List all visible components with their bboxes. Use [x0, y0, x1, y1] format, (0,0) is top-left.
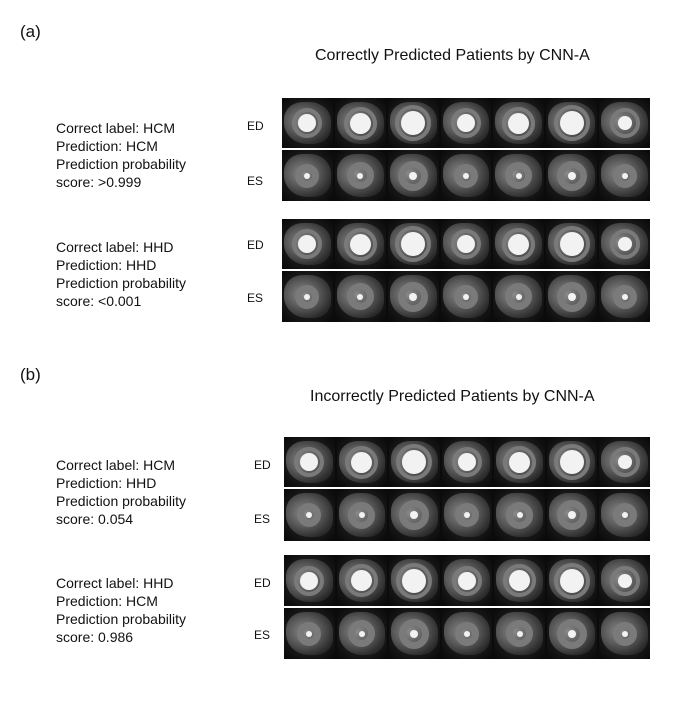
- mri-frame: [547, 437, 598, 487]
- mri-frame: [599, 608, 650, 659]
- mri-frame: [282, 271, 333, 322]
- mri-frame: [546, 150, 597, 201]
- prediction-text: Prediction: HHD: [56, 257, 157, 273]
- phase-label-ed: ED: [254, 576, 271, 590]
- prediction-text: Prediction: HCM: [56, 593, 158, 609]
- mri-frame: [441, 271, 492, 322]
- mri-frame: [337, 489, 388, 541]
- mri-frame: [441, 98, 492, 148]
- mri-frame: [599, 437, 650, 487]
- patient-info-b2: [56, 574, 186, 646]
- prediction-text: Prediction: HCM: [56, 138, 158, 154]
- probability-score-text: score: <0.001: [56, 293, 142, 309]
- phase-label-es: ES: [247, 174, 264, 188]
- mri-frame: [388, 219, 439, 269]
- phase-label-ed: ED: [247, 238, 264, 252]
- mri-frame: [546, 271, 597, 322]
- mri-frame: [599, 555, 650, 606]
- mri-frame: [493, 150, 544, 201]
- probability-label-text: Prediction probability: [56, 493, 186, 509]
- probability-score-text: score: 0.986: [56, 629, 134, 645]
- mri-strip-es-a1: [282, 150, 650, 201]
- probability-label-text: Prediction probability: [56, 156, 186, 172]
- mri-frame: [388, 98, 439, 148]
- mri-frame: [388, 150, 439, 201]
- mri-frame: [599, 219, 650, 269]
- prediction-text: Prediction: HHD: [56, 475, 157, 491]
- mri-frame: [389, 489, 440, 541]
- mri-frame: [599, 271, 650, 322]
- mri-frame: [389, 555, 440, 606]
- mri-frame: [494, 555, 545, 606]
- mri-frame: [493, 271, 544, 322]
- patient-info-b1: [56, 456, 186, 528]
- mri-strip-ed-a2: [282, 219, 650, 269]
- mri-frame: [284, 437, 335, 487]
- mri-frame: [389, 608, 440, 659]
- mri-frame: [442, 437, 493, 487]
- phase-label-es: ES: [254, 512, 271, 526]
- mri-frame: [284, 555, 335, 606]
- mri-frame: [442, 608, 493, 659]
- phase-label-es: ES: [247, 291, 264, 305]
- correct-label-text: Correct label: HHD: [56, 575, 174, 591]
- mri-frame: [599, 150, 650, 201]
- panel-title-a: Correctly Predicted Patients by CNN-A: [315, 47, 590, 64]
- patient-info-a2: [56, 238, 186, 310]
- phase-label-ed: ED: [254, 458, 271, 472]
- mri-frame: [494, 608, 545, 659]
- mri-frame: [337, 555, 388, 606]
- mri-frame: [599, 98, 650, 148]
- mri-frame: [547, 608, 598, 659]
- mri-frame: [335, 98, 386, 148]
- correct-label-text: Correct label: HHD: [56, 239, 174, 255]
- mri-frame: [494, 437, 545, 487]
- mri-frame: [493, 98, 544, 148]
- mri-frame: [335, 271, 386, 322]
- mri-frame: [547, 555, 598, 606]
- mri-frame: [442, 555, 493, 606]
- mri-frame: [335, 219, 386, 269]
- correct-label-text: Correct label: HCM: [56, 120, 176, 136]
- mri-strip-ed-b1: [284, 437, 650, 487]
- mri-frame: [442, 489, 493, 541]
- correct-label-text: Correct label: HCM: [56, 457, 176, 473]
- probability-score-text: score: 0.054: [56, 511, 134, 527]
- mri-frame: [547, 489, 598, 541]
- phase-label-es: ES: [254, 628, 271, 642]
- probability-label-text: Prediction probability: [56, 275, 186, 291]
- mri-frame: [494, 489, 545, 541]
- mri-frame: [493, 219, 544, 269]
- mri-frame: [546, 219, 597, 269]
- panel-letter-a: (a): [20, 22, 41, 41]
- mri-frame: [284, 608, 335, 659]
- mri-strip-ed-b2: [284, 555, 650, 606]
- phase-label-ed: ED: [247, 119, 264, 133]
- mri-frame: [284, 489, 335, 541]
- mri-frame: [599, 489, 650, 541]
- mri-frame: [546, 98, 597, 148]
- mri-frame: [388, 271, 439, 322]
- mri-frame: [282, 98, 333, 148]
- patient-info-a1: [56, 119, 186, 191]
- mri-frame: [389, 437, 440, 487]
- mri-frame: [337, 437, 388, 487]
- mri-frame: [282, 219, 333, 269]
- mri-frame: [441, 150, 492, 201]
- mri-strip-es-b1: [284, 489, 650, 541]
- mri-frame: [337, 608, 388, 659]
- mri-strip-es-a2: [282, 271, 650, 322]
- probability-label-text: Prediction probability: [56, 611, 186, 627]
- panel-letter-b: (b): [20, 365, 41, 384]
- mri-frame: [282, 150, 333, 201]
- panel-title-b: Incorrectly Predicted Patients by CNN-A: [310, 388, 595, 405]
- mri-strip-es-b2: [284, 608, 650, 659]
- probability-score-text: score: >0.999: [56, 174, 142, 190]
- mri-frame: [335, 150, 386, 201]
- mri-strip-ed-a1: [282, 98, 650, 148]
- mri-frame: [441, 219, 492, 269]
